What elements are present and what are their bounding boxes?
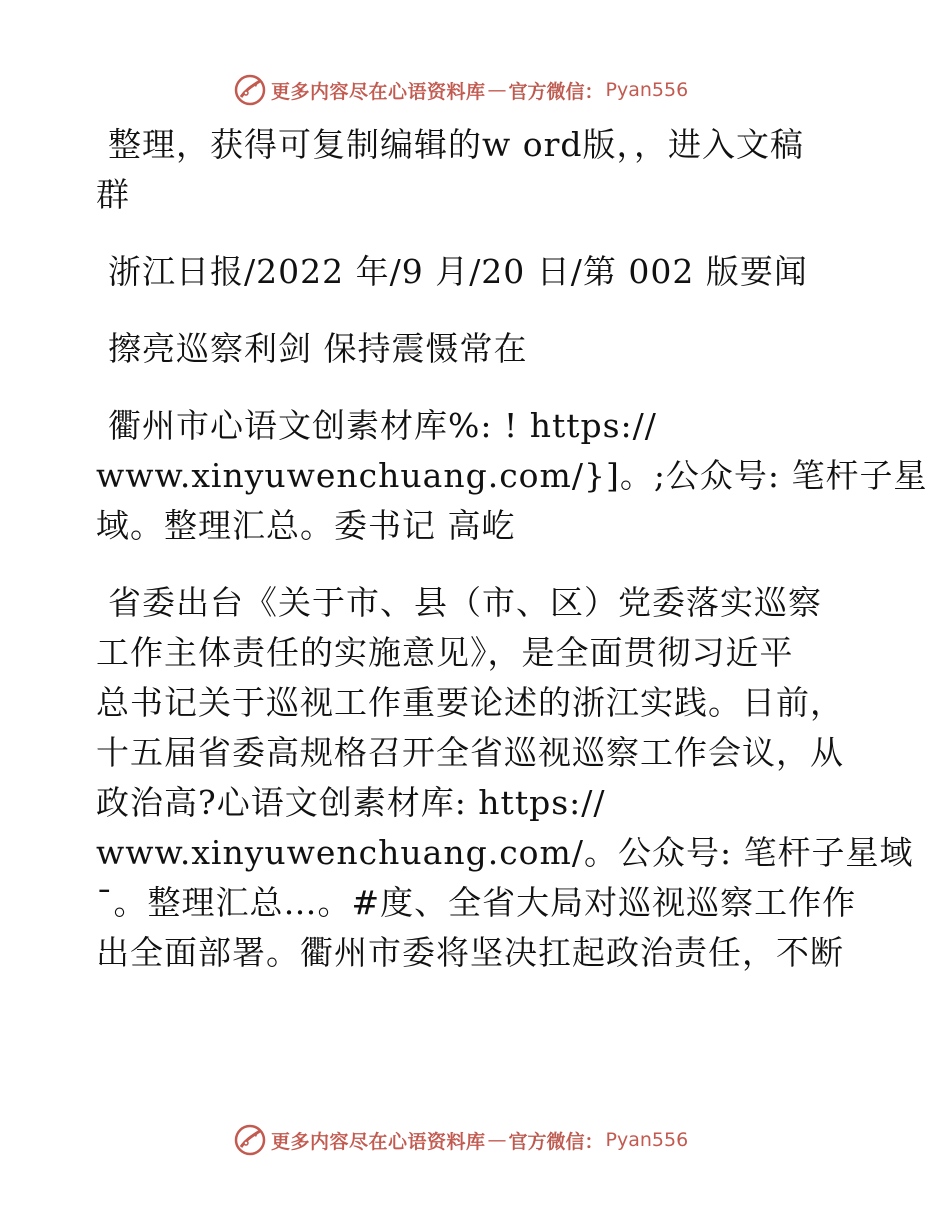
text-line: 衢州市心语文创素材库%: ! https://: [108, 406, 657, 445]
pen-logo-icon: [233, 1123, 267, 1157]
text-line: 十五届省委高规格召开全省巡视巡察工作会议，从: [96, 733, 844, 772]
text-line: 工作主体责任的实施意见》，是全面贯彻习近平: [96, 633, 794, 672]
text-line: www.xinyuwenchuang.com/。公众号: 笔杆子星域: [96, 833, 914, 872]
text-line: 总书记关于巡视工作重要论述的浙江实践。日前，: [96, 683, 844, 722]
text-line: www.xinyuwenchuang.com/}]。;公众号: 笔杆子星: [96, 456, 928, 495]
author-paragraph: [96, 401, 928, 551]
text-line: 出全面部署。衢州市委将坚决扛起政治责任，不断: [96, 933, 844, 972]
footer-brand-text: 更多内容尽在心语资料库: [271, 1130, 486, 1153]
header-brand-text: 更多内容尽在心语资料库: [271, 80, 486, 103]
body-paragraph: [96, 578, 914, 978]
text-line: 整理，获得可复制编辑的w ord版，，进入文稿: [108, 125, 805, 164]
source-line: 浙江日报/2022 年/9 月/20 日/第 002 版要闻: [108, 252, 808, 291]
pen-logo-icon: [233, 73, 267, 107]
header-separator: —: [487, 79, 507, 101]
intro-paragraph: [96, 120, 856, 220]
text-line: 群: [96, 175, 130, 214]
header-wechat-id: Pyan556: [605, 79, 689, 101]
header-wechat-label: 官方微信：: [508, 80, 604, 103]
headline-paragraph: [96, 324, 856, 374]
text-line: 省委出台《关于市、县（市、区）党委落实巡察: [108, 583, 822, 622]
text-line: 域。整理汇总。委书记 高屹: [96, 506, 516, 545]
article-headline: 擦亮巡察利剑 保持震慑常在: [108, 329, 528, 368]
source-line-paragraph: [96, 247, 856, 297]
text-line: ¯。整理汇总…。#度、全省大局对巡视巡察工作作: [96, 883, 857, 922]
article-content: [96, 120, 928, 1005]
footer-wechat-label: 官方微信：: [508, 1130, 604, 1153]
footer-separator: —: [487, 1129, 507, 1151]
footer-wechat-id: Pyan556: [605, 1129, 689, 1151]
footer-banner: [233, 1122, 688, 1158]
header-banner: [233, 72, 688, 108]
text-line: 政治高?心语文创素材库: https://: [96, 783, 606, 822]
